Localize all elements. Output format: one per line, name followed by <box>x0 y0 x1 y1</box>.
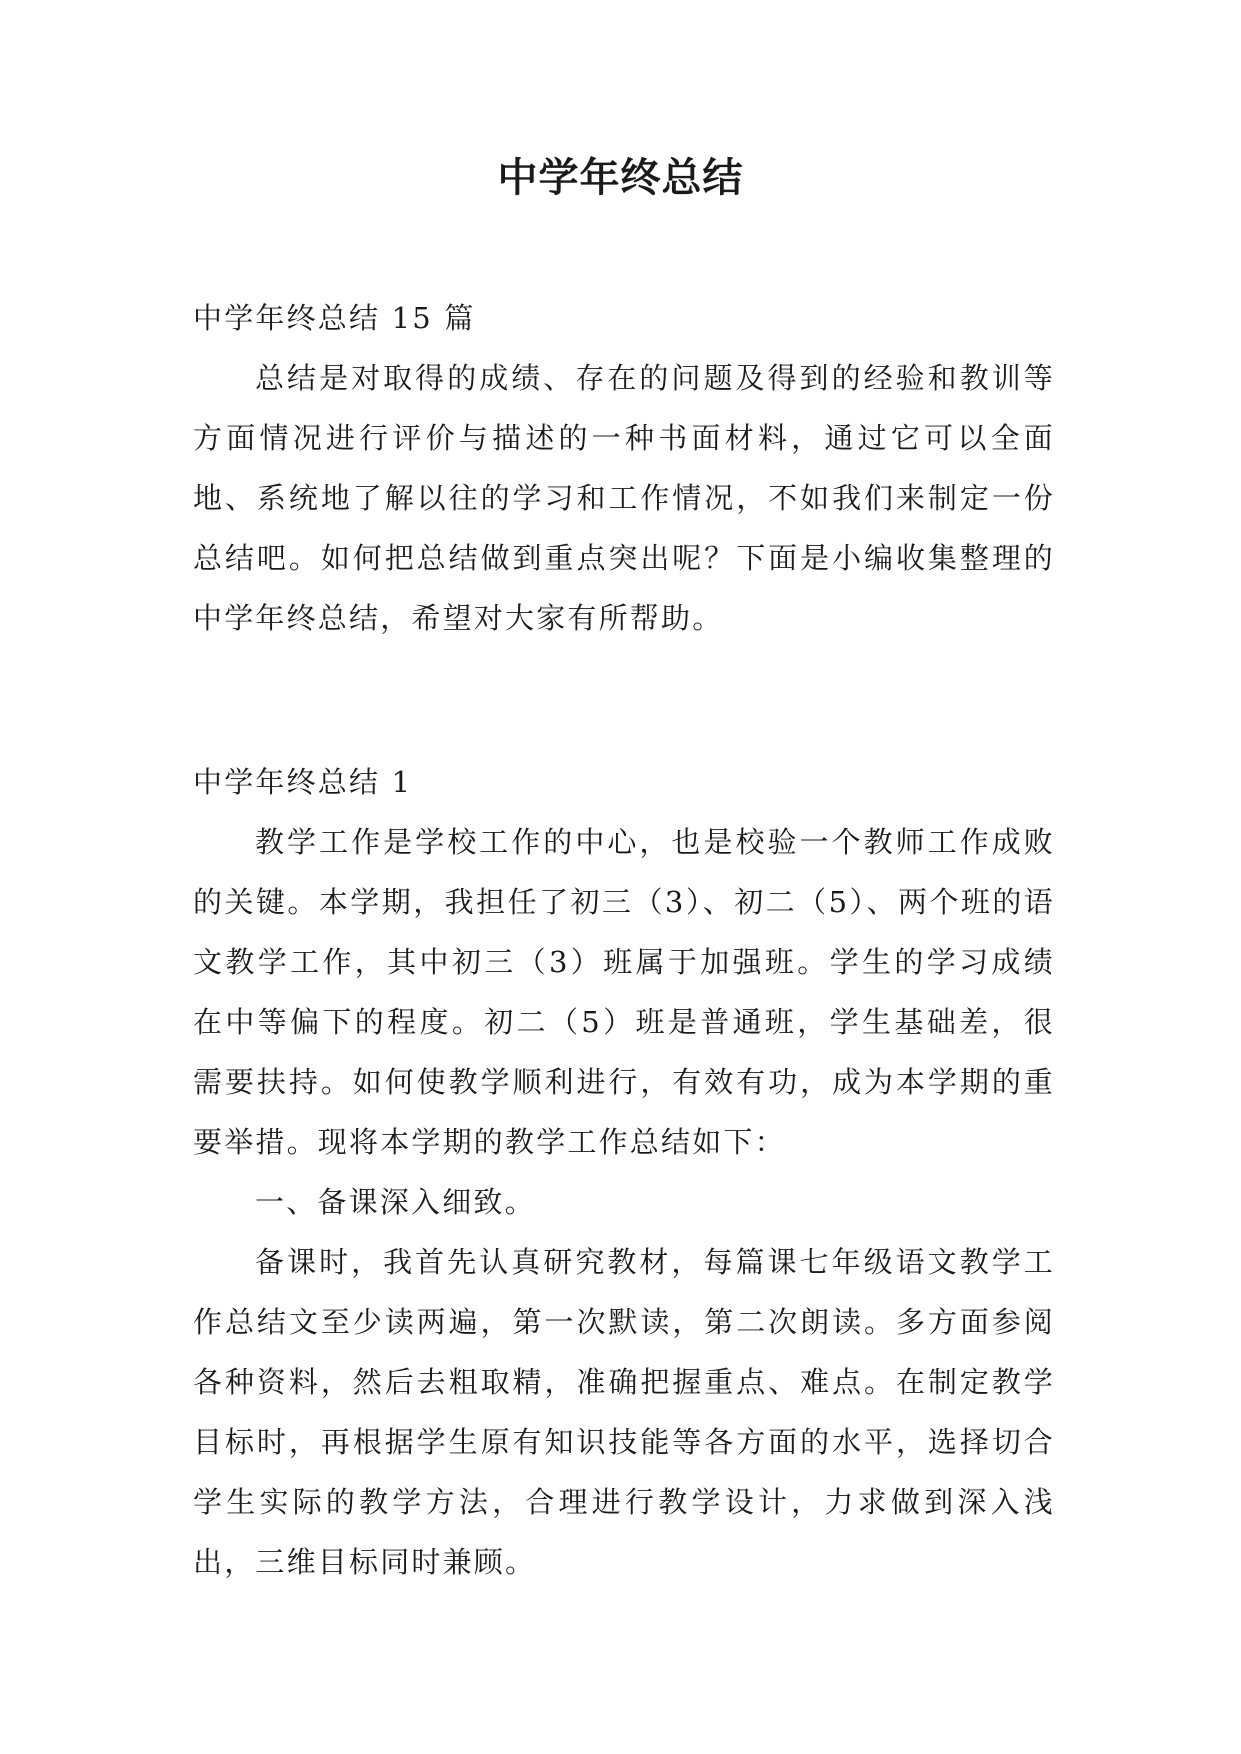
section-1-paragraph: 备课时，我首先认真研究教材，每篇课七年级语文教学工作总结文至少读两遍，第一次默读，第二次朗读。多方面参阅各种资料，然后去粗取精，准确把握重点、难点。在制定教学目标时，再根据学生原有知识技能等各方面的水平，选择切合学生实际的教学方法，合理进行教学设计，力求做到深入浅出，三维目标同时兼顾。 <box>193 1245 1055 1579</box>
intro-heading: 中学年终总结 15 篇 <box>193 301 476 335</box>
section-1-heading: 中学年终总结 1 <box>193 765 413 799</box>
section-1-subheading: 一、备课深入细致。 <box>255 1185 536 1219</box>
document-title: 中学年终总结 <box>497 155 744 201</box>
intro-block <box>193 288 1055 648</box>
intro-paragraph: 总结是对取得的成绩、存在的问题及得到的经验和教训等方面情况进行评价与描述的一种书面材料，通过它可以全面地、系统地了解以往的学习和工作情况，不如我们来制定一份总结吧。如何把总结做到重点突出呢？下面是小编收集整理的中学年终总结，希望对大家有所帮助。 <box>193 361 1055 635</box>
section-1-block <box>193 752 1055 1592</box>
section-1-paragraph: 教学工作是学校工作的中心，也是校验一个教师工作成败的关键。本学期，我担任了初三（3）、初二（5）、两个班的语文教学工作，其中初三（3）班属于加强班。学生的学习成绩在中等偏下的程度。初二（5）班是普通班，学生基础差，很需要扶持。如何使教学顺利进行，有效有功，成为本学期的重要举措。现将本学期的教学工作总结如下： <box>193 825 1055 1159</box>
